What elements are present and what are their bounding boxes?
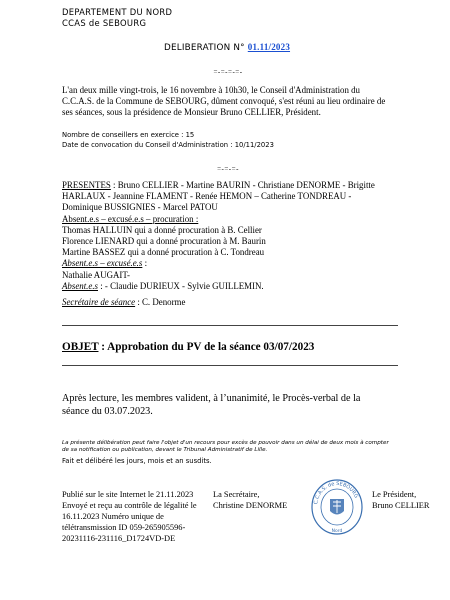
absents-line	[62, 281, 407, 292]
secretary-name: Christine DENORME	[213, 501, 288, 510]
excuses-names: Nathalie AUGAIT-	[62, 269, 130, 280]
publication-line: 16.11.2023 Numéro unique de	[62, 512, 164, 521]
excuses-line	[62, 258, 407, 269]
separator-middle: =-=-=-	[217, 165, 239, 173]
objet-heading	[62, 341, 314, 353]
presents-line: HARLAUX - Jeannine FLAMENT - Renée HEMON – Catherine TONDREAU -	[62, 191, 352, 202]
secretary-signature	[213, 489, 287, 511]
decision-line: séance du 03.07.2023.	[62, 406, 153, 417]
secretaire-line	[62, 297, 407, 308]
presents-names: : Bruno CELLIER - Martine BAURIN - Christiane DENORME - Brigitte	[110, 180, 375, 190]
legal-mention-line: La présente délibération peut faire l'objet d'un recours pour excès de pouvoir dans un délai de deux mois à compter	[62, 440, 389, 446]
publication-info	[62, 489, 212, 544]
decision-paragraph	[62, 392, 407, 418]
publication-line: Publié sur le site Internet le 21.11.2023	[62, 490, 194, 499]
intro-paragraph	[62, 85, 407, 119]
objet-text: : Approbation du PV de la séance 03/07/2023	[98, 341, 315, 353]
objet-label: OBJET	[62, 341, 99, 353]
president-name: Bruno CELLIER	[372, 501, 430, 510]
procuration-label: Absent.e.s – excusé.e.s – procuration :	[62, 213, 199, 224]
ccas-line: CCAS de SEBOURG	[62, 18, 147, 28]
secretaire-name: : C. Denorme	[135, 297, 186, 308]
stamp-bottom-text: Nord	[331, 529, 343, 534]
fait-delibere: Fait et délibéré les jours, mois et an susdits.	[62, 457, 212, 465]
presents-line	[62, 180, 407, 191]
divider-bottom	[62, 365, 398, 366]
department-header	[62, 7, 172, 29]
president-title: Le Président,	[372, 490, 417, 499]
absents-label: Absent.e.s	[62, 280, 98, 291]
secretary-title: La Secrétaire,	[213, 490, 260, 499]
absents-names: : - Claudie DURIEUX - Sylvie GUILLEMIN.	[98, 280, 264, 291]
deliberation-number: 01.11/2023	[247, 42, 291, 52]
convocation-date: Date de convocation du Conseil d'Administration : 10/11/2023	[62, 141, 274, 149]
stamp-ring-text: C.C.A.S. de SEBOURG	[313, 480, 360, 505]
ccas-stamp	[310, 477, 364, 537]
intro-line: ses séances, sous la présidence de Monsieur Bruno CELLIER, Président.	[62, 107, 321, 118]
legal-mention	[62, 440, 412, 454]
legal-mention-line: de sa notification ou publication, devant le Tribunal Administratif de Lille.	[62, 447, 268, 453]
decision-line: Après lecture, les membres valident, à l’unanimité, le Procès-verbal de la	[62, 393, 361, 404]
separator-top: =-=-=-=-	[213, 68, 243, 76]
intro-line: C.C.A.S. de la Commune de SEBOURG, dûment convoqué, s'est réuni au lieu ordinaire de	[62, 96, 386, 107]
publication-line: télétransmission ID 059-265905596-	[62, 523, 186, 532]
presents-line: Dominique BUSSIGNIES - Marcel PATOU	[62, 202, 218, 213]
secretaire-label: Secrétaire de séance	[62, 297, 136, 308]
procuration-item: Thomas HALLUIN qui a donné procuration à B. Cellier	[62, 224, 262, 235]
procuration-item: Florence LIENARD qui a donné procuration à M. Baurin	[62, 236, 266, 247]
excuses-label: Absent.e.s – excusé.e.s	[62, 258, 143, 269]
department-line: DEPARTEMENT DU NORD	[62, 7, 173, 17]
deliberation-title	[164, 42, 290, 53]
publication-line: Envoyé et reçu au contrôle de légalité le	[62, 501, 197, 510]
presents-label: PRESENTES	[62, 180, 111, 190]
president-signature	[372, 489, 429, 511]
session-meta	[62, 130, 274, 150]
excuses-colon: :	[142, 258, 148, 269]
procuration-item: Martine BASSEZ qui a donné procuration à C. Tondreau	[62, 247, 265, 258]
conseillers-count: Nombre de conseillers en exercice : 15	[62, 131, 195, 139]
intro-line: L'an deux mille vingt-trois, le 16 novembre à 10h30, le Conseil d'Administration du	[62, 85, 360, 95]
divider-top	[62, 325, 398, 326]
publication-line: 20231116-231116_D1724VD-DE	[62, 534, 176, 543]
attendance-block	[62, 180, 407, 308]
deliberation-label: DELIBERATION N°	[164, 43, 245, 53]
